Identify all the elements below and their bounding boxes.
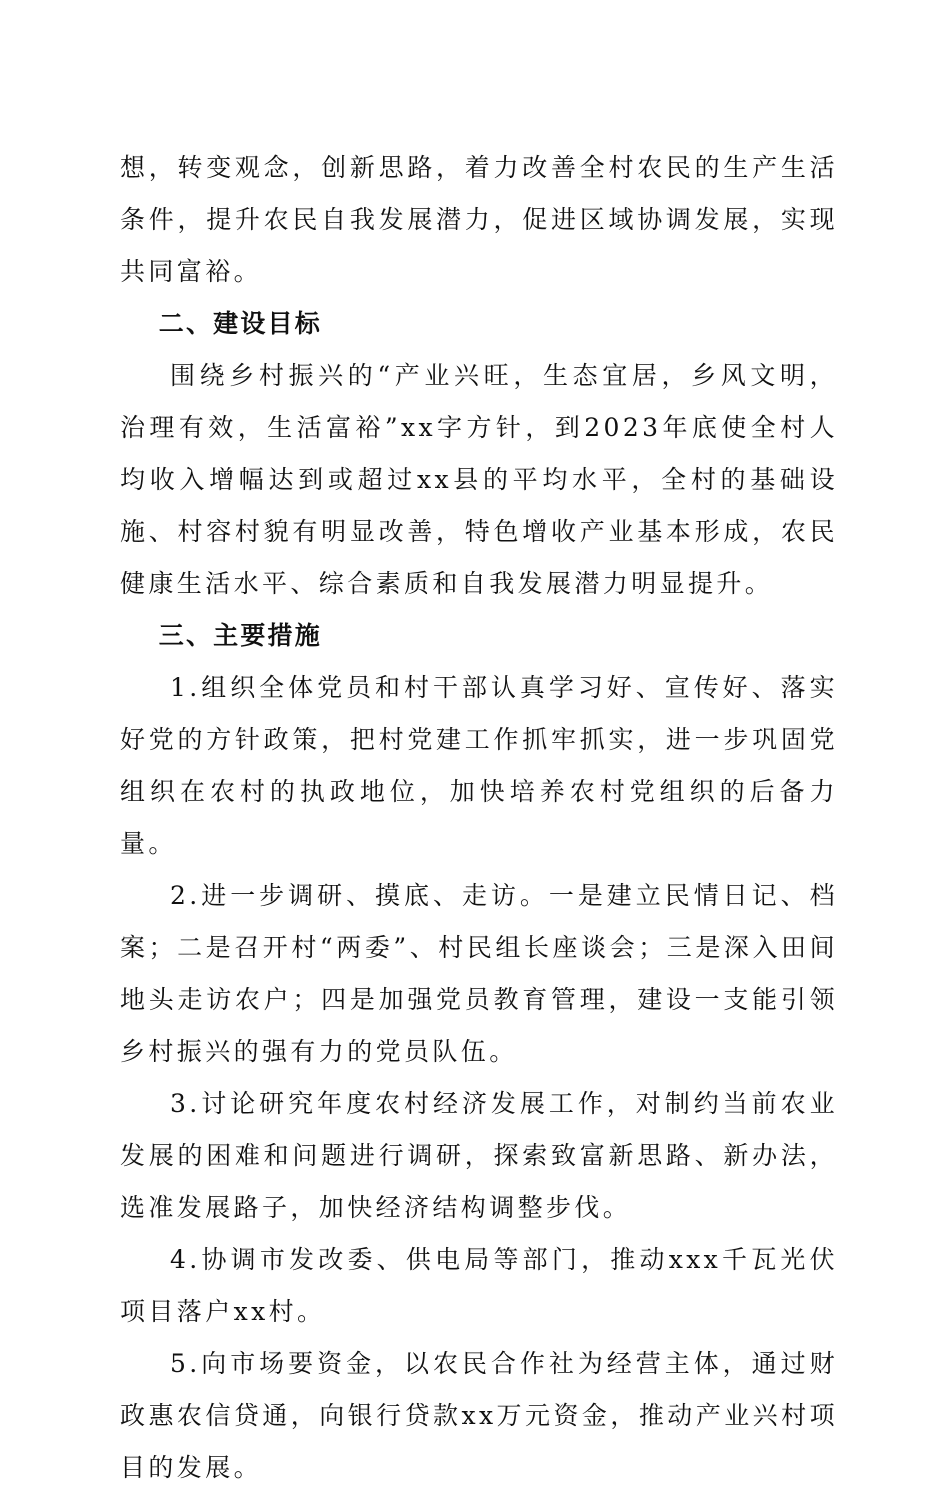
measure-item-5: 5.向市场要资金，以农民合作社为经营主体，通过财政惠农信贷通，向银行贷款xx万元资金，推动产业兴村项目的发展。	[120, 1349, 838, 1482]
paragraph-continuation: 想，转变观念，创新思路，着力改善全村农民的生产生活条件，提升农民自我发展潜力，促进区域协调发展，实现共同富裕。	[120, 153, 838, 286]
measure-item-4: 4.协调市发改委、供电局等部门，推动xxx千瓦光伏项目落户xx村。	[120, 1245, 838, 1326]
section-heading-goals: 二、建设目标	[158, 309, 322, 338]
measure-item-3: 3.讨论研究年度农村经济发展工作，对制约当前农业发展的困难和问题进行调研，探索致富新思路、新办法，选准发展路子，加快经济结构调整步伐。	[120, 1089, 838, 1222]
section-heading-measures: 三、主要措施	[158, 621, 322, 650]
document-body	[120, 142, 838, 1494]
measure-item-1: 1.组织全体党员和村干部认真学习好、宣传好、落实好党的方针政策，把村党建工作抓牢抓实，进一步巩固党组织在农村的执政地位，加快培养农村党组织的后备力量。	[120, 673, 838, 858]
paragraph-goals: 围绕乡村振兴的“产业兴旺，生态宜居，乡风文明，治理有效，生活富裕”xx字方针，到2023年底使全村人均收入增幅达到或超过xx县的平均水平，全村的基础设施、村容村貌有明显改善，特色增收产业基本形成，农民健康生活水平、综合素质和自我发展潜力明显提升。	[120, 361, 838, 598]
measure-item-2: 2.进一步调研、摸底、走访。一是建立民情日记、档案；二是召开村“两委”、村民组长座谈会；三是深入田间地头走访农户；四是加强党员教育管理，建设一支能引领乡村振兴的强有力的党员队伍。	[120, 881, 838, 1066]
